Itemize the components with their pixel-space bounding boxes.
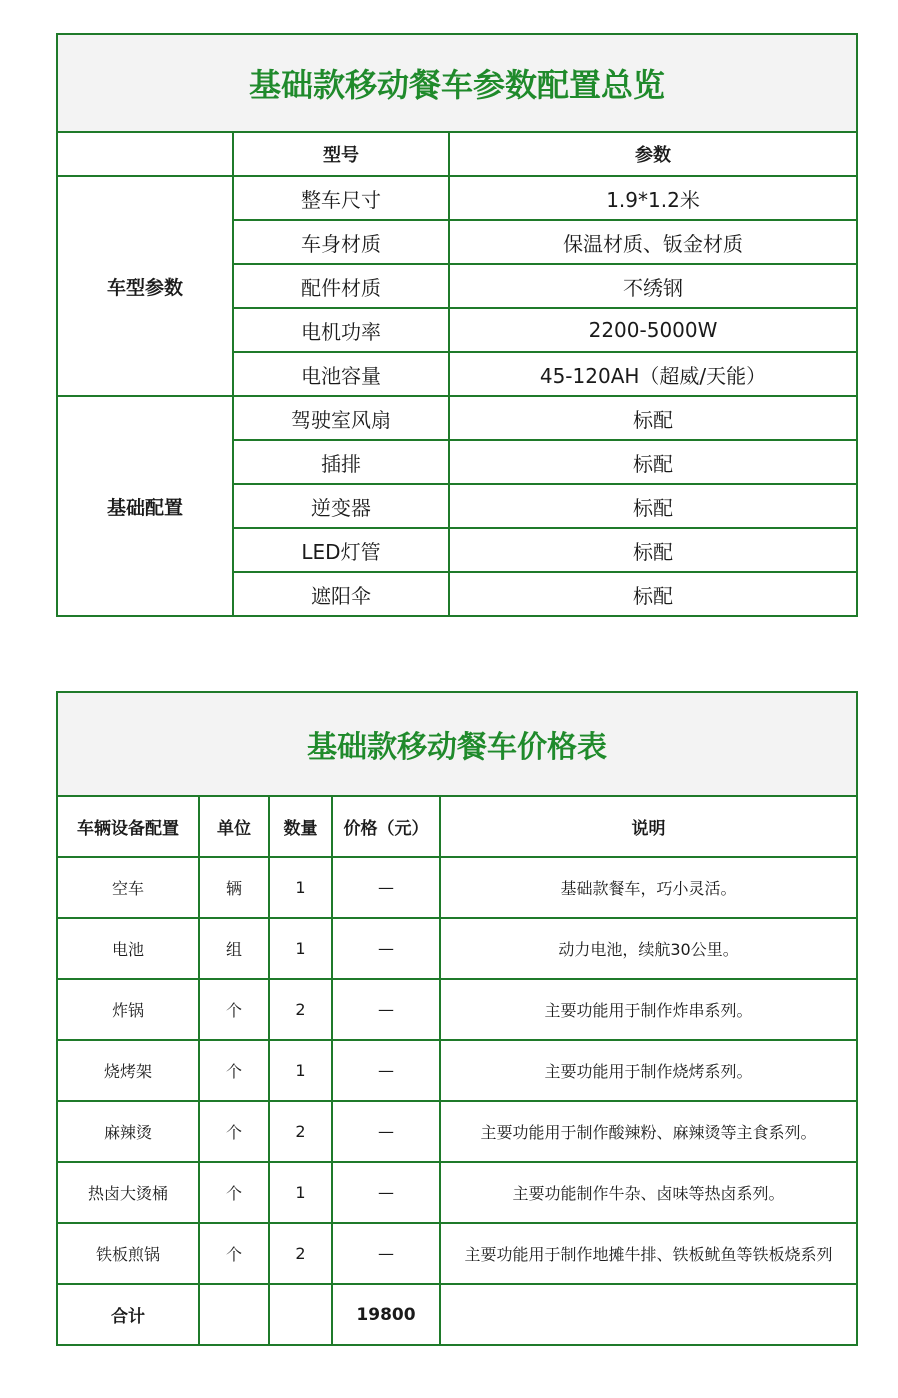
price-qty: 1 xyxy=(269,918,332,979)
price-header-unit: 单位 xyxy=(199,796,269,857)
price-note: 主要功能用于制作酸辣粉、麻辣烫等主食系列。 xyxy=(440,1101,857,1162)
spec-item: 驾驶室风扇 xyxy=(233,396,449,440)
price-unit: 个 xyxy=(199,1223,269,1284)
price-item: 热卤大烫桶 xyxy=(57,1162,199,1223)
total-label: 合计 xyxy=(57,1284,199,1345)
table-row xyxy=(57,1162,857,1223)
spec-item: 插排 xyxy=(233,440,449,484)
spec-header-empty xyxy=(57,132,233,176)
total-row xyxy=(57,1284,857,1345)
spec-value: 1.9*1.2米 xyxy=(449,176,857,220)
price-unit: 个 xyxy=(199,1101,269,1162)
price-value: — xyxy=(332,1101,440,1162)
price-qty: 1 xyxy=(269,857,332,918)
price-item: 空车 xyxy=(57,857,199,918)
spec-item: LED灯管 xyxy=(233,528,449,572)
price-header-note: 说明 xyxy=(440,796,857,857)
spec-item: 遮阳伞 xyxy=(233,572,449,616)
price-qty: 2 xyxy=(269,1223,332,1284)
total-note xyxy=(440,1284,857,1345)
table-row xyxy=(57,176,857,220)
price-value: — xyxy=(332,1223,440,1284)
price-qty: 2 xyxy=(269,1101,332,1162)
spec-value: 标配 xyxy=(449,572,857,616)
price-note: 主要功能用于制作炸串系列。 xyxy=(440,979,857,1040)
price-qty: 1 xyxy=(269,1162,332,1223)
spec-value: 标配 xyxy=(449,396,857,440)
price-note: 基础款餐车，巧小灵活。 xyxy=(440,857,857,918)
table-row xyxy=(57,1040,857,1101)
spec-item: 电机功率 xyxy=(233,308,449,352)
price-item: 烧烤架 xyxy=(57,1040,199,1101)
spec-value: 45-120AH（超威/天能） xyxy=(449,352,857,396)
table-row xyxy=(57,857,857,918)
spec-header-row xyxy=(57,132,857,176)
price-unit: 组 xyxy=(199,918,269,979)
price-value: — xyxy=(332,1040,440,1101)
table-row xyxy=(57,396,857,440)
price-note: 主要功能用于制作地摊牛排、铁板鱿鱼等铁板烧系列 xyxy=(440,1223,857,1284)
total-unit xyxy=(199,1284,269,1345)
spec-value: 保温材质、钣金材质 xyxy=(449,220,857,264)
price-header-qty: 数量 xyxy=(269,796,332,857)
price-unit: 个 xyxy=(199,979,269,1040)
price-unit: 个 xyxy=(199,1040,269,1101)
price-qty: 1 xyxy=(269,1040,332,1101)
price-table-title: 基础款移动餐车价格表 xyxy=(57,692,857,796)
price-unit: 辆 xyxy=(199,857,269,918)
table-row xyxy=(57,1101,857,1162)
spec-item: 整车尺寸 xyxy=(233,176,449,220)
spec-table-title: 基础款移动餐车参数配置总览 xyxy=(57,34,857,132)
spec-value: 2200-5000W xyxy=(449,308,857,352)
price-note: 主要功能用于制作烧烤系列。 xyxy=(440,1040,857,1101)
price-value: — xyxy=(332,918,440,979)
spec-item: 逆变器 xyxy=(233,484,449,528)
price-header-row xyxy=(57,796,857,857)
price-item: 铁板煎锅 xyxy=(57,1223,199,1284)
spec-value: 标配 xyxy=(449,528,857,572)
spec-item: 车身材质 xyxy=(233,220,449,264)
price-note: 动力电池，续航30公里。 xyxy=(440,918,857,979)
price-header-price: 价格（元） xyxy=(332,796,440,857)
price-item: 麻辣烫 xyxy=(57,1101,199,1162)
group-label-basic: 基础配置 xyxy=(57,396,233,616)
price-unit: 个 xyxy=(199,1162,269,1223)
spec-value: 标配 xyxy=(449,484,857,528)
price-item: 炸锅 xyxy=(57,979,199,1040)
spec-header-model: 型号 xyxy=(233,132,449,176)
spec-value: 标配 xyxy=(449,440,857,484)
price-qty: 2 xyxy=(269,979,332,1040)
total-price: 19800 xyxy=(332,1284,440,1345)
table-row xyxy=(57,1223,857,1284)
spec-item: 配件材质 xyxy=(233,264,449,308)
table-row xyxy=(57,979,857,1040)
group-label-vehicle: 车型参数 xyxy=(57,176,233,396)
table-row xyxy=(57,918,857,979)
spec-value: 不绣钢 xyxy=(449,264,857,308)
spec-table xyxy=(56,33,858,617)
spec-item: 电池容量 xyxy=(233,352,449,396)
total-qty xyxy=(269,1284,332,1345)
price-value: — xyxy=(332,1162,440,1223)
price-note: 主要功能制作牛杂、卤味等热卤系列。 xyxy=(440,1162,857,1223)
price-header-item: 车辆设备配置 xyxy=(57,796,199,857)
price-table xyxy=(56,691,858,1346)
price-value: — xyxy=(332,979,440,1040)
price-item: 电池 xyxy=(57,918,199,979)
spec-header-params: 参数 xyxy=(449,132,857,176)
price-value: — xyxy=(332,857,440,918)
